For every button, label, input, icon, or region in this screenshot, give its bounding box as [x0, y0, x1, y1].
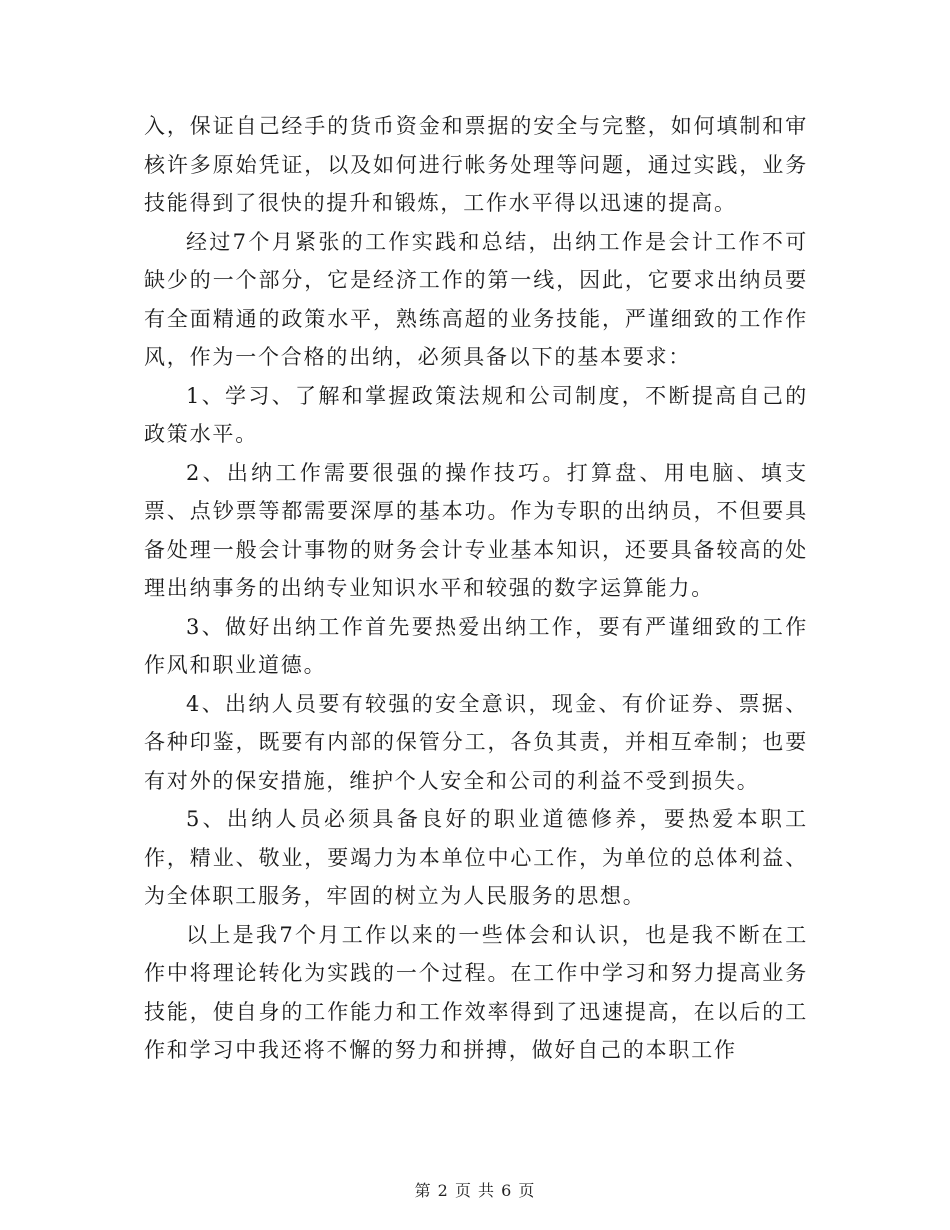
requirement-item-4: 4、出纳人员要有较强的安全意识，现金、有价证券、票据、各种印鉴，既要有内部的保管分工，各负其责，并相互牵制；也要有对外的保安措施，维护个人安全和公司的利益不受到损失。	[144, 691, 808, 793]
paragraph-conclusion: 以上是我7个月工作以来的一些体会和认识，也是我不断在工作中将理论转化为实践的一个过程。在工作中学习和努力提高业务技能，使自身的工作能力和工作效率得到了迅速提高，在以后的工作和学习中我还将不懈的努力和拼搏，做好自己的本职工作	[144, 922, 808, 1062]
paragraph-continuation: 入，保证自己经手的货币资金和票据的安全与完整，如何填制和审核许多原始凭证，以及如何进行帐务处理等问题，通过实践，业务技能得到了很快的提升和锻炼，工作水平得以迅速的提高。	[144, 114, 808, 215]
requirement-item-3: 3、做好出纳工作首先要热爱出纳工作，要有严谨细致的工作作风和职业道德。	[144, 614, 808, 677]
paragraph-summary: 经过7个月紧张的工作实践和总结，出纳工作是会计工作不可缺少的一个部分，它是经济工作的第一线，因此，它要求出纳员要有全面精通的政策水平，熟练高超的业务技能，严谨细致的工作作风，作为一个合格的出纳，必须具备以下的基本要求：	[144, 229, 808, 369]
requirement-item-2: 2、出纳工作需要很强的操作技巧。打算盘、用电脑、填支票、点钞票等都需要深厚的基本功。作为专职的出纳员，不但要具备处理一般会计事物的财务会计专业基本知识，还要具备较高的处理出纳事务的出纳专业知识水平和较强的数字运算能力。	[144, 460, 808, 600]
document-body	[144, 107, 808, 1070]
page-number-footer: 第 2 页 共 6 页	[414, 1181, 536, 1200]
requirement-item-1: 1、学习、了解和掌握政策法规和公司制度，不断提高自己的政策水平。	[144, 383, 808, 446]
requirement-item-5: 5、出纳人员必须具备良好的职业道德修养，要热爱本职工作，精业、敬业，要竭力为本单位中心工作，为单位的总体利益、为全体职工服务，牢固的树立为人民服务的思想。	[144, 807, 808, 908]
